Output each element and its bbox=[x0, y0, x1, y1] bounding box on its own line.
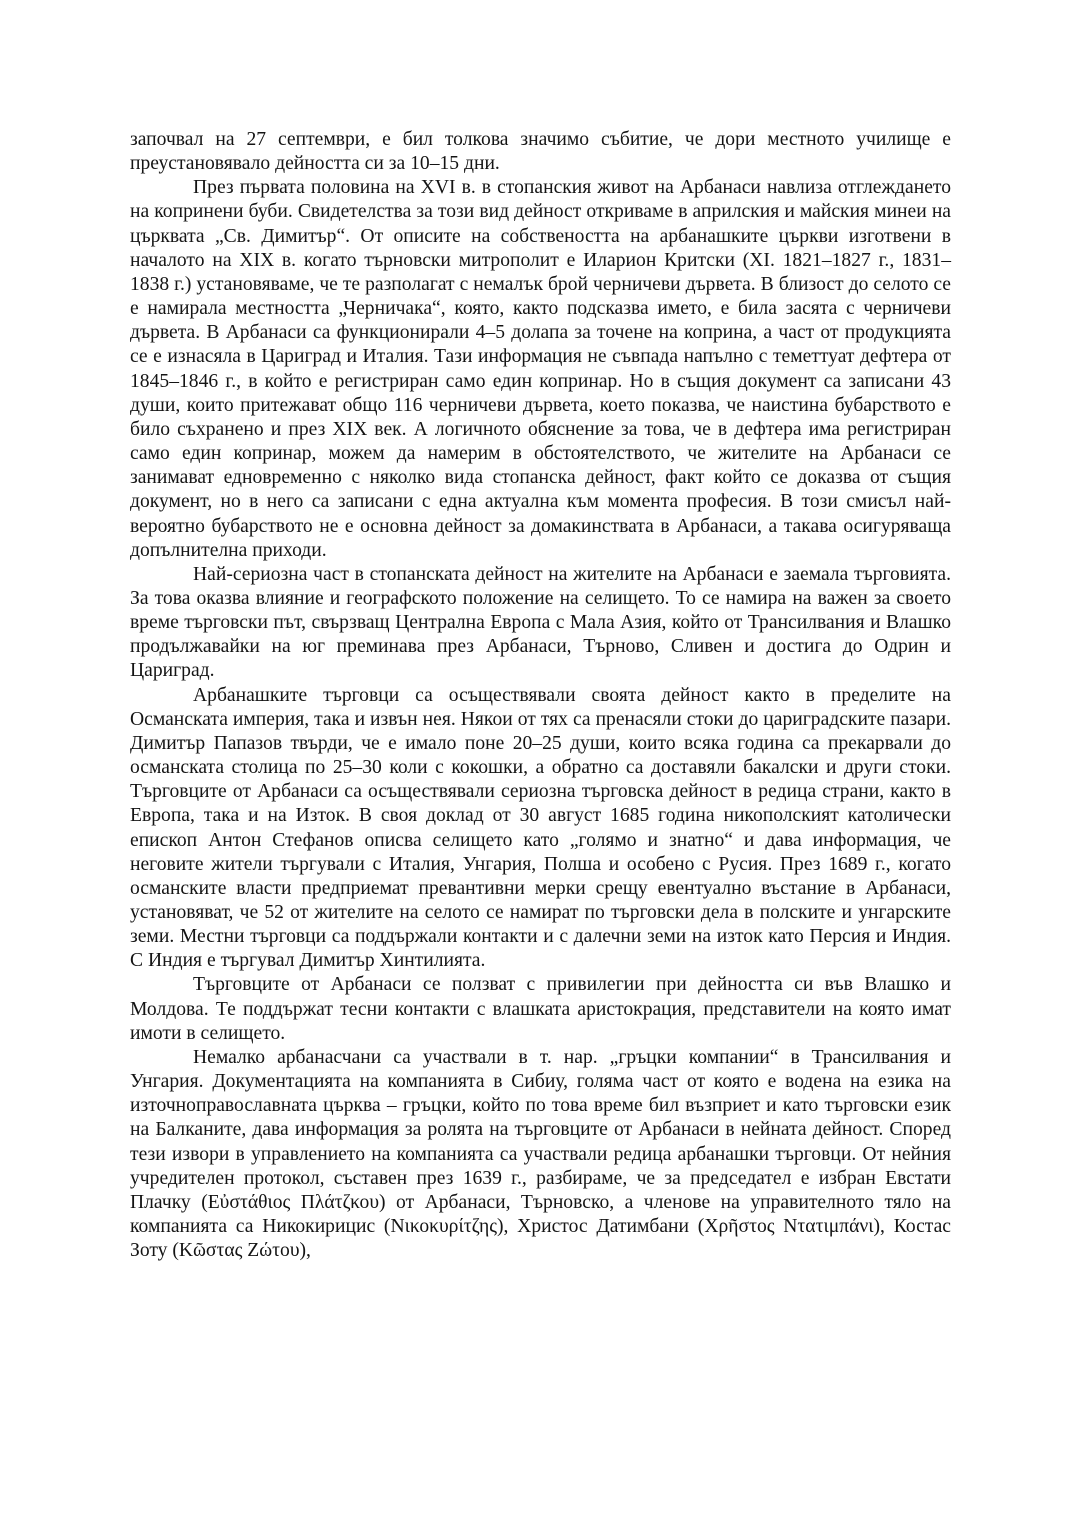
paragraph-silk: През първата половина на XVI в. в стопанския живот на Арбанаси навлиза отглеждането на копринени буби. Свидетелства за този вид дейност откриваме в априлския и майския минеи на църквата „Св. Димитър“. От описите на собствеността на арбанашките църкви изготвени в началото на XIX в. когато търновски митрополит е Иларион Критски (XI. 1821–1827 г., 1831–1838 г.) установяваме, че те разполагат с немалък брой черничеви дървета. В близост до селото се е намирала местността „Черничака“, която, както подсказва името, е била засята с черничеви дървета. В Арбанаси са функционирали 4–5 долапа за точене на коприна, а част от продукцията се е изнасяла в Цариград и Италия. Тази информация не съвпада напълно с теметтуат дефтера от 1845–1846 г., в който е регистриран само един копринар. Но в същия документ са записани 43 души, които притежават общо 116 черничеви дървета, което показва, че наистина бубарството е било съхранено и през XIX век. А логичното обяснение за това, че в дефтера има регистриран само един копринар, можем да намерим в обстоятелството, че жителите на Арбанаси се занимават едновременно с няколко вида стопанска дейност, факт който се доказва от същия документ, но в него са записани с една актуална към момента професия. В този смисъл най-вероятно бубарството не е основна дейност за домакинствата в Арбанаси, а такава осигуряваща допълнителна приходи. bbox=[130, 177, 951, 561]
paragraph-continuation: започвал на 27 септември, е бил толкова значимо събитие, че дори местното училище е преустановявало дейността си за 10–15 дни. bbox=[130, 129, 951, 175]
paragraph-greek-companies: Немалко арбанасчани са участвали в т. нар. „гръцки компании“ в Трансилвания и Унгария. Документацията на компанията в Сибиу, голяма част от която е водена на езика на източноправославната църква – гръцки, който по това време бил възприет и като търговски език на Балканите, дава информация за ролята на търговците от Арбанаси в нейната дейност. Според тези извори в управлението на компанията са участвали редица арбанашки търговци. От нейния учредителен протокол, съставен през 1639 г., разбираме, че за председател е избран Евстати Плачку (Εὐστάθιος Πλάτζκου) от Арбанаси, Търновско, а членове на управителното тяло на компанията са Никокирицис (Νικοκυρίτζης), Христос Датимбани (Χρῆστος Ντατιμπάνι), Костас Зоту (Κῶστας Ζώτου), bbox=[130, 1046, 951, 1262]
document-page bbox=[130, 128, 951, 1263]
paragraph-merchants: Арбанашките търговци са осъществявали своята дейност както в пределите на Османската империя, така и извън нея. Някои от тях са пренасяли стоки до цариградските пазари. Димитър Папазов твърди, че е имало поне 20–25 души, които всяка година са прекарвали до османската столица по 25–30 коли с кокошки, а обратно са доставяли бакалски и други стоки. Търговците от Арбанаси са осъществявали сериозна търговска дейност в редица страни, както в Европа, така и на Изток. В своя доклад от 30 август 1685 година никополският католически епископ Антон Стефанов описва селището като „голямо и знатно“ и дава информация, че неговите жители търгували с Италия, Унгария, Полша и особено с Русия. През 1689 г., когато османските власти предприемат превантивни мерки срещу евентуално въстание в Арбанаси, установяват, че 52 от жителите на селото се намират по търговски дела в полските и унгарските земи. Местни търговци са поддържали контакти и с далечни земи на изток като Персия и Индия. С Индия е търгувал Димитър Хинтилията. bbox=[130, 684, 951, 972]
paragraph-trade: Най-сериозна част в стопанската дейност на жителите на Арбанаси е заемала търговията. За това оказва влияние и географското положение на селището. То се намира на важен за своето време търговски път, свързващ Централна Европа с Мала Азия, който от Трансилвания и Влашко продължавайки на юг преминава през Арбанаси, Търново, Сливен и достига до Одрин и Цариград. bbox=[130, 563, 951, 682]
paragraph-privileges: Търговците от Арбанаси се ползват с привилегии при дейността си във Влашко и Молдова. Те поддържат тесни контакти с влашката аристокрация, представители на която имат имоти в селището. bbox=[130, 974, 951, 1044]
